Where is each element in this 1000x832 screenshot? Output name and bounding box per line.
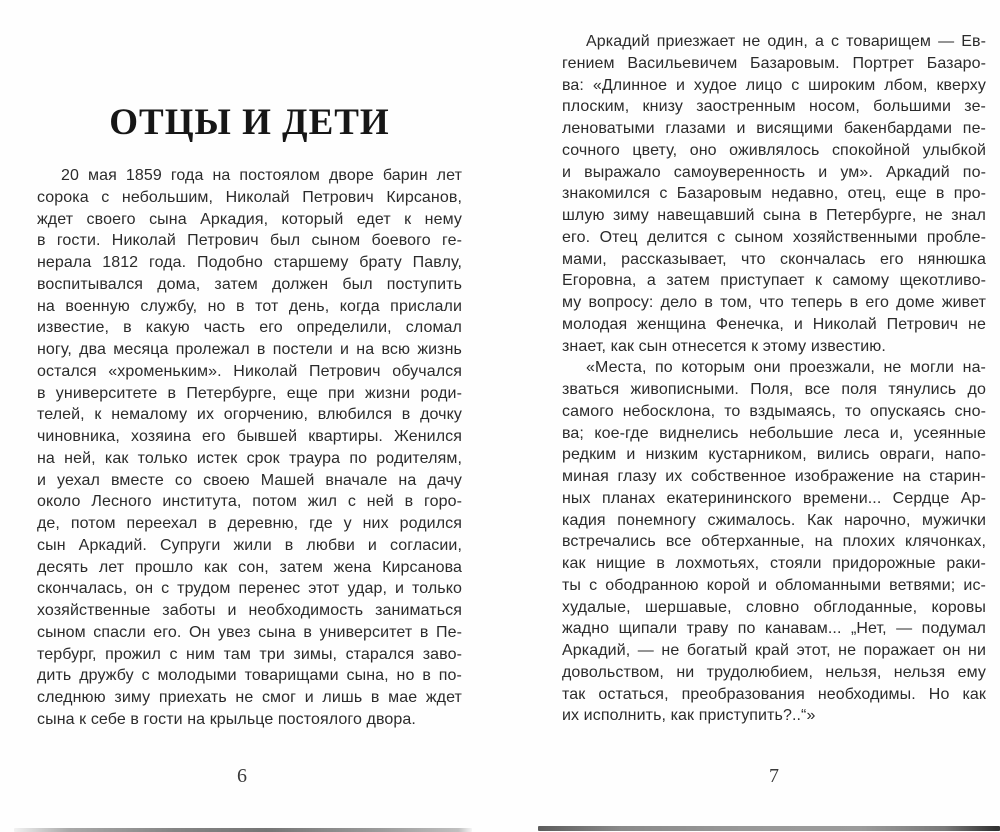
scan-edge-left	[14, 828, 472, 832]
text-line: и уехал вместе со своею Машей вначале на дачу	[37, 471, 462, 489]
text-line: тербург, прожил с ним там три зимы, старался заво-	[37, 645, 462, 663]
text-line: де, потом переехал в деревню, где у них родился	[37, 515, 462, 532]
text-line: так остаться, преобразования необходимы. Но как	[562, 685, 986, 703]
text-line: ты с ободранною корой и обломанными ветвями; ис-	[562, 576, 986, 594]
text-line: сыном спасли его. Он увез сына в университет в Пе-	[37, 623, 462, 641]
text-line: ногу, два месяца пролежал в постели и на всю жизнь	[37, 341, 462, 358]
page-number-right: 7	[769, 765, 779, 787]
text-line: воспитывался дома, затем должен был поступить	[37, 275, 462, 293]
text-line: десять лет прошло как сон, затем жена Кирсанова	[37, 558, 462, 576]
text-line: мами, рассказывает, что скончалась его нянюшка	[562, 250, 986, 268]
text-line: сорока с небольшим, Николай Петрович Кирсанов,	[37, 188, 462, 206]
text-line: ждет своего сына Аркадия, который едет к нему	[37, 210, 462, 228]
text-line: ва; кое-где виднелись небольшие леса и, усеянные	[562, 424, 986, 442]
text-line: Аркадий приезжает не один, а с товарищем — Ев-	[586, 33, 986, 50]
chapter-title: ОТЦЫ И ДЕТИ	[109, 102, 390, 143]
text-line: сына к себе в гости на крыльце постоялого двора.	[37, 710, 416, 728]
text-line: знакомился с Базаровым недавно, отец, еще в про-	[562, 185, 986, 203]
text-line: около Лесного института, потом жил с ней в горо-	[37, 493, 462, 511]
text-line: нерала 1812 года. Подобно старшему брату Павлу,	[37, 254, 462, 271]
text-line: ва: «Длинное и худое лицо с широким лбом, кверху	[562, 76, 986, 94]
text-line: на военную службу, но в тот день, когда прислали	[37, 297, 462, 315]
text-line: скончалась, он с трудом перенес этот удар, и только	[37, 580, 462, 598]
text-line: встречались все обтерханные, на плохих клячонках,	[562, 533, 986, 551]
text-line: телей, к немалому их огорчению, влюбился в дочку	[37, 406, 462, 424]
text-line: в гости. Николай Петрович был сыном боевого ге-	[37, 232, 462, 250]
paragraph	[562, 357, 986, 727]
text-line: известие, в какую часть его определили, сломал	[37, 319, 462, 337]
text-line: и выражало самоуверенность и ум». Аркадий по-	[562, 163, 986, 181]
text-line: их исполнить, как приступить?..“»	[562, 707, 816, 725]
text-line: гением Васильевичем Базаровым. Портрет Базаро-	[562, 54, 986, 72]
text-line: Аркадий, — не богатый край этот, не поражает он ни	[562, 642, 986, 659]
text-line: в университете в Петербурге, еще при жизни роди-	[37, 384, 462, 402]
text-line: чиновника, хозяина его бывшей квартиры. Женился	[37, 428, 462, 445]
text-line: му вопросу: дело в том, что теперь в его доме живет	[562, 294, 986, 311]
text-line: Егоровна, а затем приступает к самому щекотливо-	[562, 272, 986, 290]
text-line: миная глазу их собственное изображение на старин-	[562, 468, 986, 485]
text-line: сочного цвету, оно оживлялось спокойной улыбкой	[562, 141, 986, 159]
text-line: остался «хроменьким». Николай Петрович обучался	[37, 362, 462, 380]
text-line: 20 мая 1859 года на постоялом дворе барин лет	[61, 167, 462, 184]
text-line: плоским, книзу заостренным носом, большими зе-	[562, 98, 986, 116]
right-page-text	[562, 31, 986, 727]
text-line: ных планах екатерининского времени... Сердце Ар-	[562, 489, 986, 507]
page-number-left: 6	[237, 765, 247, 787]
text-line: «Места, по которым они проезжали, не могли на-	[586, 359, 986, 377]
left-page-text	[37, 165, 462, 731]
text-line: кадия понемногу сжималось. Как нарочно, мужички	[562, 511, 986, 529]
text-line: следнюю зиму приехать не смог и лишь в мае ждет	[37, 689, 462, 706]
text-line: леноватыми глазами и висящими бакенбардами пе-	[562, 120, 986, 137]
text-line: хозяйственные заботы и необходимость заниматься	[37, 602, 462, 619]
scan-edge-right	[538, 826, 1000, 831]
text-line: его. Отец делится с сыном хозяйственными пробле-	[562, 228, 986, 246]
text-line: дить дружбу с молодыми товарищами сына, но в по-	[37, 667, 462, 685]
text-line: как нищие в лохмотьях, стояли придорожные раки-	[562, 555, 986, 572]
text-line: шлую зиму навещавший сына в Петербурге, не знал	[562, 207, 986, 224]
right-page	[562, 31, 986, 727]
text-line: довольством, ни трудолюбием, нельзя, нельзя ему	[562, 663, 986, 681]
text-line: на ней, как только истек срок траура по родителям,	[37, 449, 462, 467]
text-line: знает, как сын отнесется к этому известию.	[562, 337, 886, 355]
text-line: самого небосклона, то вздымаясь, то опускаясь сно-	[562, 402, 986, 420]
text-line: жадно щипали траву по канавам... „Нет, — подумал	[562, 620, 986, 638]
left-page	[37, 103, 462, 731]
text-line: сын Аркадий. Супруги жили в любви и согласии,	[37, 536, 462, 554]
paragraph	[562, 31, 986, 357]
text-line: худалые, шершавые, словно обглоданные, коровы	[562, 598, 986, 616]
paragraph	[37, 165, 462, 731]
text-line: редким и низким кустарником, вились овраги, напо-	[562, 446, 986, 464]
text-line: молодая женщина Фенечка, и Николай Петрович не	[562, 315, 986, 333]
text-line: зваться живописными. Поля, все поля тянулись до	[562, 381, 986, 398]
